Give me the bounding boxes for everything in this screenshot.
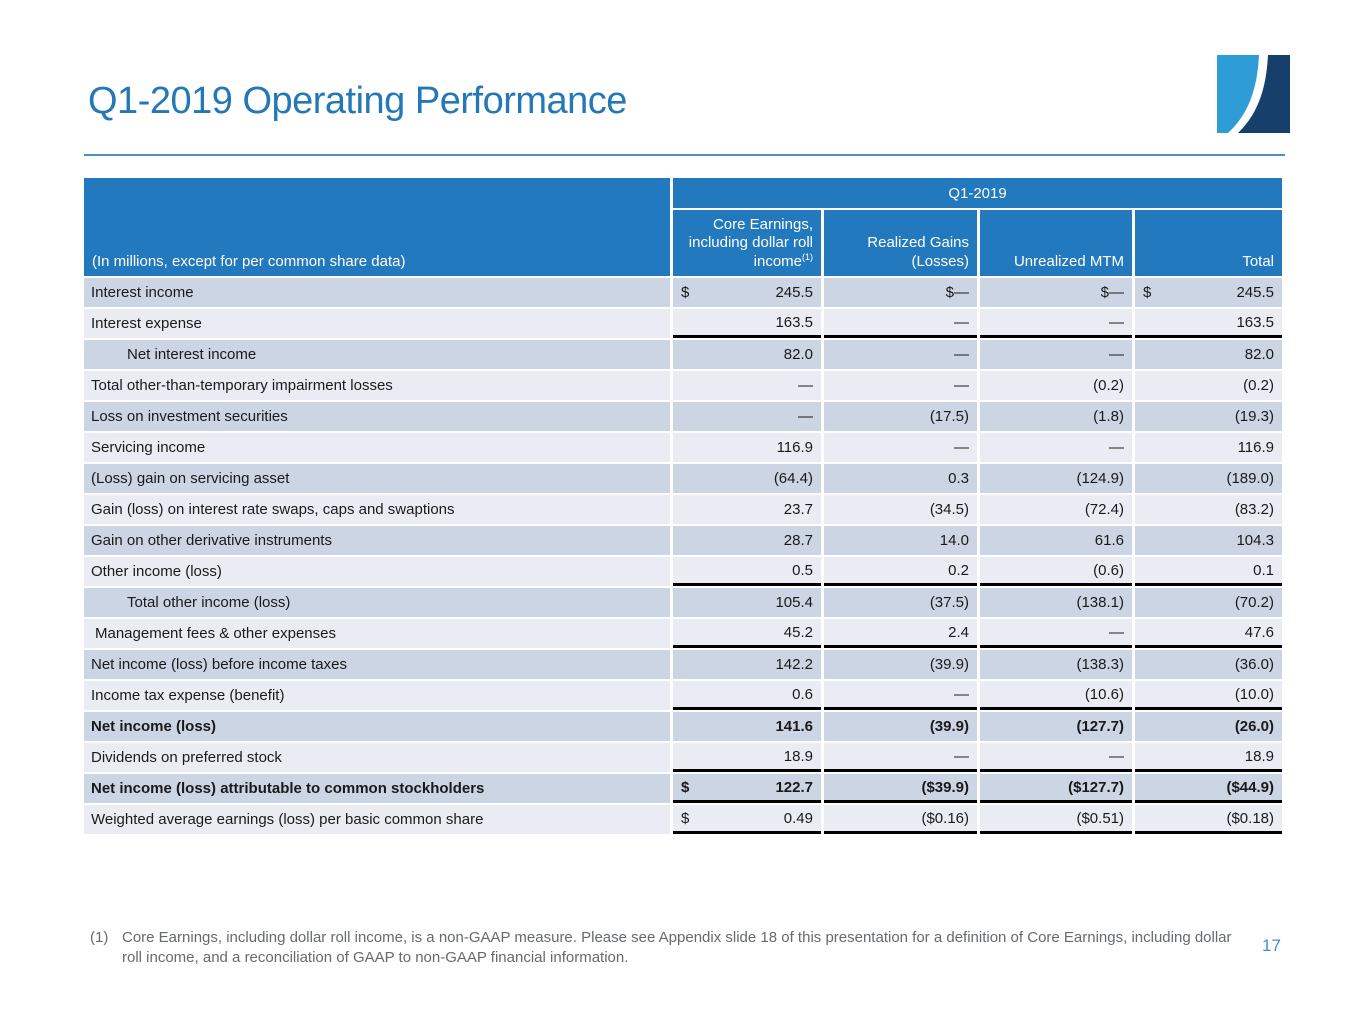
cell-value: 47.6 — [1244, 623, 1274, 641]
cell-value: 163.5 — [1236, 313, 1274, 331]
value-cell — [824, 526, 977, 555]
table-row — [84, 557, 1282, 586]
value-cell — [1135, 309, 1282, 338]
cell-value: — — [1109, 439, 1124, 456]
value-cell — [673, 805, 821, 834]
cell-value: (72.4) — [1084, 501, 1124, 518]
column-header-line: Total — [1242, 252, 1274, 270]
value-cell — [673, 309, 821, 338]
cell-value: (37.5) — [929, 594, 969, 611]
cell-value: ($44.9) — [1226, 778, 1274, 796]
table-row — [84, 371, 1282, 400]
footnote-reference: (1) — [802, 251, 813, 262]
value-cell — [980, 340, 1132, 369]
cell-value: 0.3 — [948, 470, 969, 487]
table-row — [84, 774, 1282, 803]
currency-symbol: $ — [1143, 284, 1152, 301]
cell-value: 142.2 — [775, 656, 813, 673]
value-cell — [673, 340, 821, 369]
cell-value: 45.2 — [783, 623, 813, 641]
cell-value: ($39.9) — [921, 778, 969, 796]
cell-value: 0.2 — [948, 561, 969, 579]
cell-value: 122.7 — [775, 778, 813, 796]
column-header — [980, 210, 1132, 276]
table-rows — [84, 278, 1282, 834]
value-cell — [673, 681, 821, 710]
value-cell — [980, 681, 1132, 710]
cell-value: — — [954, 685, 969, 703]
value-cell — [824, 371, 977, 400]
row-label: Gain (loss) on interest rate swaps, caps and swaptions — [84, 495, 670, 524]
row-label: Other income (loss) — [84, 557, 670, 586]
cell-value: (19.3) — [1234, 408, 1274, 425]
value-cell — [673, 495, 821, 524]
value-cell — [1135, 495, 1282, 524]
value-cell — [1135, 526, 1282, 555]
cell-value: 0.1 — [1253, 561, 1274, 579]
page-title: Q1-2019 Operating Performance — [88, 80, 627, 122]
footnote-marker: (1) — [90, 929, 109, 946]
column-header-line: income$^{(1)}$ — [753, 251, 813, 270]
value-cell — [1135, 712, 1282, 741]
cell-value: — — [1109, 747, 1124, 765]
value-cell — [1135, 681, 1282, 710]
cell-value: 0.49 — [783, 809, 813, 827]
value-cell — [1135, 650, 1282, 679]
footnote-text: Core Earnings, including dollar roll income, is a non-GAAP measure. Please see Appendix slide 18 of this presentation for a definition of Core Earnings, including dollar roll income, and a reconciliation of GAAP to non-GAAP financial information. — [122, 929, 1232, 966]
cell-value: 0.5 — [792, 561, 813, 579]
table-row — [84, 526, 1282, 555]
table-row — [84, 433, 1282, 462]
value-cell — [1135, 774, 1282, 803]
value-cell — [980, 464, 1132, 493]
cell-value: (64.4) — [773, 470, 813, 487]
row-label: Net income (loss) — [84, 712, 670, 741]
cell-value: ($0.51) — [1076, 809, 1124, 827]
cell-value: 104.3 — [1236, 532, 1274, 549]
cell-value: ($127.7) — [1068, 778, 1124, 796]
value-cell — [980, 433, 1132, 462]
cell-value: — — [954, 747, 969, 765]
column-header-line: including dollar roll — [688, 234, 813, 252]
cell-value: ($0.18) — [1226, 809, 1274, 827]
value-cell — [824, 557, 977, 586]
cell-value: — — [954, 346, 969, 363]
value-cell — [980, 619, 1132, 648]
row-label: Total other income (loss) — [84, 588, 670, 617]
table-row — [84, 681, 1282, 710]
row-label: (Loss) gain on servicing asset — [84, 464, 670, 493]
page-number: 17 — [1262, 936, 1281, 955]
value-cell — [824, 433, 977, 462]
row-label: Weighted average earnings (loss) per basic common share — [84, 805, 670, 834]
row-label-header: (In millions, except for per common share data) — [84, 178, 670, 276]
cell-value: (124.9) — [1076, 470, 1124, 487]
title-divider — [84, 154, 1285, 156]
value-cell — [824, 681, 977, 710]
cell-value: (0.6) — [1093, 561, 1124, 579]
value-cell — [1135, 619, 1282, 648]
value-cell — [824, 774, 977, 803]
cell-value: (17.5) — [929, 408, 969, 425]
cell-value: (83.2) — [1234, 501, 1274, 518]
value-cell — [980, 743, 1132, 772]
value-cell — [1135, 464, 1282, 493]
value-cell — [1135, 371, 1282, 400]
cell-value: 18.9 — [1244, 747, 1274, 765]
cell-value: — — [954, 313, 969, 331]
table-row — [84, 650, 1282, 679]
table-row — [84, 619, 1282, 648]
value-cell — [980, 774, 1132, 803]
value-cell — [824, 309, 977, 338]
value-cell — [980, 309, 1132, 338]
cell-value: (26.0) — [1234, 718, 1274, 735]
row-label: Management fees & other expenses — [84, 619, 670, 648]
row-label: Servicing income — [84, 433, 670, 462]
column-header — [673, 210, 821, 276]
table-row — [84, 743, 1282, 772]
value-cell — [980, 712, 1132, 741]
value-cell — [673, 650, 821, 679]
value-cell — [1135, 340, 1282, 369]
value-cell — [824, 402, 977, 431]
table-row — [84, 805, 1282, 834]
value-cell — [824, 650, 977, 679]
cell-value: 0.6 — [792, 685, 813, 703]
cell-value: 141.6 — [775, 718, 813, 735]
cell-value: 245.5 — [775, 284, 813, 301]
cell-value: $— — [945, 284, 969, 301]
cell-value: 105.4 — [775, 594, 813, 611]
column-header-line: Realized Gains — [867, 234, 969, 252]
cell-value: (0.2) — [1093, 377, 1124, 394]
cell-value: — — [954, 439, 969, 456]
value-cell — [673, 371, 821, 400]
row-label: Net income (loss) before income taxes — [84, 650, 670, 679]
row-label: Gain on other derivative instruments — [84, 526, 670, 555]
value-cell — [824, 495, 977, 524]
value-cell — [1135, 402, 1282, 431]
table-row — [84, 588, 1282, 617]
financial-table — [84, 178, 1282, 836]
cell-value: 245.5 — [1236, 284, 1274, 301]
cell-value: (189.0) — [1226, 470, 1274, 487]
cell-value: 23.7 — [783, 501, 813, 518]
value-cell — [824, 588, 977, 617]
value-cell — [980, 402, 1132, 431]
value-cell — [673, 433, 821, 462]
cell-value: 28.7 — [783, 532, 813, 549]
row-label: Dividends on preferred stock — [84, 743, 670, 772]
cell-value: 14.0 — [939, 532, 969, 549]
cell-value: 82.0 — [783, 346, 813, 363]
cell-value: (10.0) — [1234, 685, 1274, 703]
cell-value: ($0.16) — [921, 809, 969, 827]
value-cell — [824, 712, 977, 741]
value-cell — [824, 340, 977, 369]
value-cell — [673, 774, 821, 803]
row-label: Interest income — [84, 278, 670, 307]
value-cell — [824, 805, 977, 834]
company-logo-icon — [1217, 55, 1290, 133]
value-cell — [824, 743, 977, 772]
value-cell — [1135, 557, 1282, 586]
value-cell — [1135, 743, 1282, 772]
value-cell — [824, 464, 977, 493]
value-cell — [980, 650, 1132, 679]
column-header-line: Core Earnings, — [712, 216, 813, 234]
column-header-line: (Losses) — [911, 252, 969, 270]
table-row — [84, 278, 1282, 307]
cell-value: 116.9 — [776, 439, 813, 456]
table-row — [84, 340, 1282, 369]
cell-value: — — [954, 377, 969, 394]
table-row — [84, 402, 1282, 431]
currency-symbol: $ — [681, 778, 690, 796]
row-label: Interest expense — [84, 309, 670, 338]
cell-value: (36.0) — [1234, 656, 1274, 673]
cell-value: (39.9) — [929, 656, 969, 673]
currency-symbol: $ — [681, 284, 690, 301]
value-cell — [1135, 278, 1282, 307]
value-cell — [1135, 588, 1282, 617]
value-cell — [673, 557, 821, 586]
value-cell — [980, 557, 1132, 586]
column-header-line: Unrealized MTM — [1013, 252, 1124, 270]
value-cell — [673, 743, 821, 772]
table-row — [84, 712, 1282, 741]
value-cell — [673, 278, 821, 307]
cell-value: — — [1109, 623, 1124, 641]
cell-value: (1.8) — [1093, 408, 1124, 425]
cell-value: 2.4 — [948, 623, 969, 641]
row-label: Total other-than-temporary impairment losses — [84, 371, 670, 400]
cell-value: (138.1) — [1076, 594, 1124, 611]
cell-value: (127.7) — [1076, 718, 1124, 735]
value-cell — [1135, 805, 1282, 834]
value-cell — [980, 371, 1132, 400]
value-cell — [824, 619, 977, 648]
cell-value: — — [1109, 346, 1124, 363]
cell-value: (138.3) — [1076, 656, 1124, 673]
cell-value: 116.9 — [1237, 439, 1274, 456]
value-cell — [824, 278, 977, 307]
cell-value: (34.5) — [929, 501, 969, 518]
value-cell — [980, 588, 1132, 617]
cell-value: $— — [1100, 284, 1124, 301]
footnote — [90, 928, 1238, 968]
value-cell — [980, 495, 1132, 524]
value-cell — [980, 526, 1132, 555]
cell-value: (10.6) — [1084, 685, 1124, 703]
value-cell — [673, 526, 821, 555]
column-header — [1135, 210, 1282, 276]
value-cell — [673, 588, 821, 617]
value-cell — [673, 619, 821, 648]
table-header — [84, 178, 1282, 276]
cell-value: 163.5 — [775, 313, 813, 331]
value-cell — [673, 464, 821, 493]
cell-value: — — [1109, 313, 1124, 331]
cell-value: 18.9 — [783, 747, 813, 765]
group-header-q1-2019: Q1-2019 — [673, 178, 1282, 208]
table-row — [84, 309, 1282, 338]
value-cell — [673, 712, 821, 741]
column-header — [824, 210, 977, 276]
value-cell — [980, 805, 1132, 834]
cell-value: — — [798, 377, 813, 394]
row-label: Net interest income — [84, 340, 670, 369]
row-label: Net income (loss) attributable to common stockholders — [84, 774, 670, 803]
cell-value: 82.0 — [1244, 346, 1274, 363]
row-label: Income tax expense (benefit) — [84, 681, 670, 710]
table-row — [84, 495, 1282, 524]
value-cell — [1135, 433, 1282, 462]
cell-value: 61.6 — [1094, 532, 1124, 549]
value-cell — [673, 402, 821, 431]
cell-value: (70.2) — [1234, 594, 1274, 611]
table-row — [84, 464, 1282, 493]
column-headers — [673, 210, 1282, 276]
cell-value: (39.9) — [929, 718, 969, 735]
cell-value: — — [798, 408, 813, 425]
value-cell — [980, 278, 1132, 307]
cell-value: (0.2) — [1243, 377, 1274, 394]
row-label: Loss on investment securities — [84, 402, 670, 431]
currency-symbol: $ — [681, 809, 690, 827]
